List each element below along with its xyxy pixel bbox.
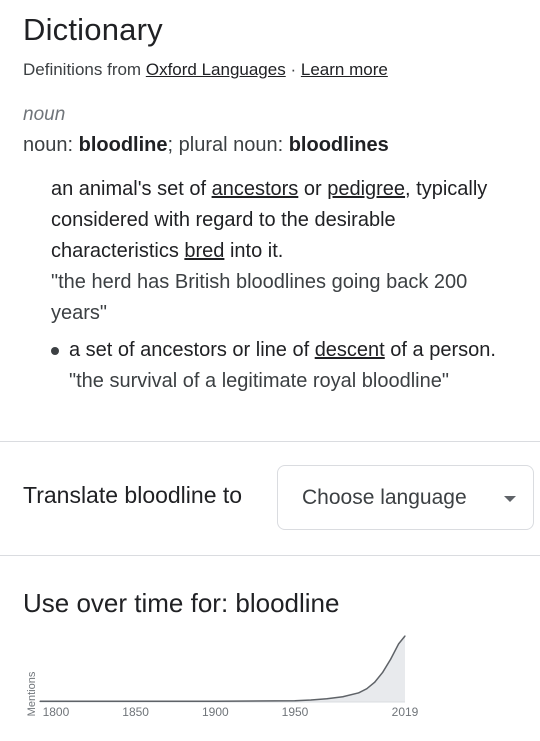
learn-more-link[interactable]: Learn more (300, 60, 388, 79)
link-bred[interactable]: bred (184, 240, 225, 262)
x-tick-label: 1900 (201, 705, 229, 719)
y-axis-label: Mentions (26, 671, 38, 717)
usage-point (310, 699, 311, 700)
link-descent[interactable]: descent (314, 339, 385, 361)
usage-chart (0, 630, 540, 741)
usage-point (326, 698, 327, 699)
source-prefix: Definitions from (23, 60, 142, 79)
plural-label: ; plural noun: (167, 134, 284, 156)
bullet-dot (51, 347, 59, 355)
x-tick-label: 1950 (281, 705, 309, 719)
definition-2 (69, 335, 519, 397)
usage-title: Use over time for: bloodline (23, 588, 340, 618)
link-pedigree[interactable]: pedigree (327, 178, 406, 200)
part-of-speech: noun (23, 104, 66, 125)
definition-text: , typically considered with regard to the desirable characteristics (51, 178, 488, 262)
language-select-value: Choose language (302, 486, 467, 509)
usage-point (55, 701, 56, 702)
usage-point (404, 635, 405, 636)
usage-point (398, 643, 399, 644)
link-ancestors[interactable]: ancestors (211, 178, 299, 200)
example-1: "the herd has British bloodlines going back 200 years" (51, 271, 468, 324)
source-separator: · (290, 60, 297, 79)
usage-point (294, 700, 295, 701)
example-2: "the survival of a legitimate royal bloodline" (69, 370, 449, 392)
headword: bloodline (78, 134, 168, 156)
language-select[interactable] (277, 465, 534, 530)
usage-line (40, 636, 405, 701)
translate-label: Translate bloodline to (23, 482, 243, 508)
x-tick-label: 1850 (122, 705, 149, 719)
plural-form: bloodlines (288, 134, 389, 156)
definition-text: into it. (224, 240, 284, 262)
usage-point (135, 701, 136, 702)
divider (0, 441, 540, 442)
definition-1 (51, 174, 521, 329)
source-line (23, 60, 388, 80)
noun-label: noun: (23, 134, 74, 156)
x-tick-label: 1800 (42, 705, 70, 719)
x-tick-label: 2019 (391, 705, 419, 719)
usage-point (358, 692, 359, 693)
definition-text: an animal's set of (51, 178, 212, 200)
word-forms (23, 134, 389, 157)
divider (0, 555, 540, 556)
usage-point (366, 688, 367, 689)
definition-text: of a person. (384, 339, 496, 361)
usage-point (374, 682, 375, 683)
usage-point (390, 659, 391, 660)
usage-point (215, 701, 216, 702)
definition-text: a set of ancestors or line of (69, 339, 315, 361)
usage-point (342, 696, 343, 697)
usage-point (382, 672, 383, 673)
page-title: Dictionary (23, 12, 163, 47)
usage-area (40, 636, 405, 702)
oxford-languages-link[interactable]: Oxford Languages (145, 60, 286, 79)
dropdown-arrow-icon (504, 496, 516, 502)
usage-point (39, 701, 40, 702)
definition-text: or (298, 178, 328, 200)
